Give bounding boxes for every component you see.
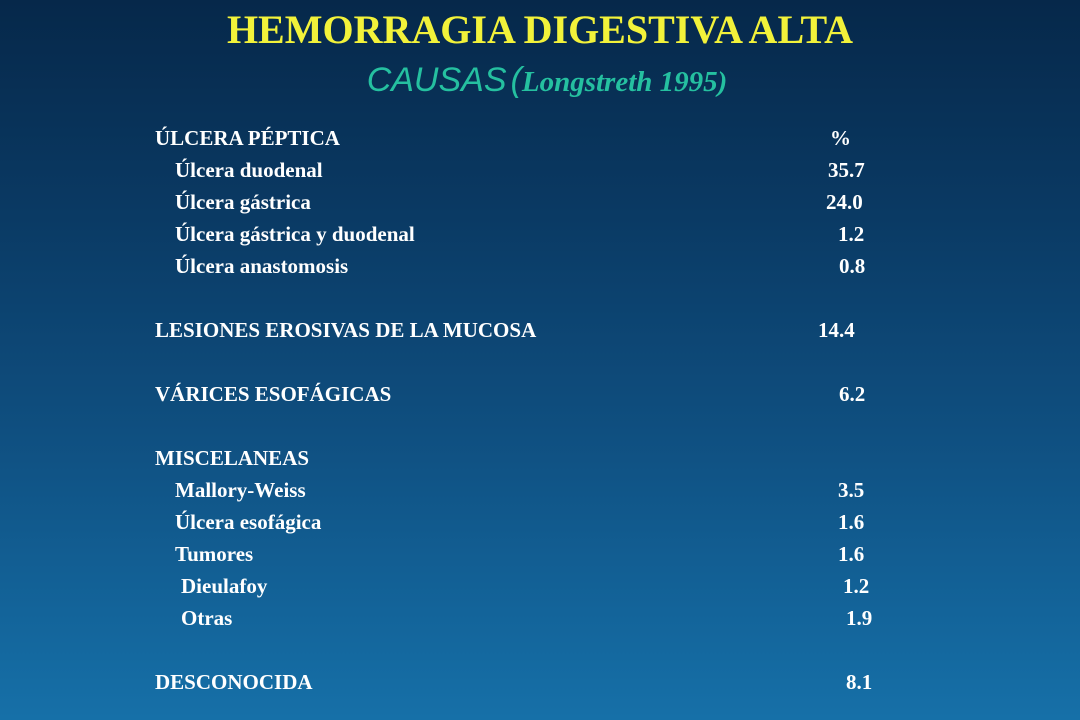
row-label: Úlcera esofágica (175, 510, 322, 534)
section-label-miscelaneas: MISCELANEAS (155, 446, 310, 470)
section-label-lesiones-erosivas: LESIONES EROSIVAS DE LA MUCOSA (155, 318, 537, 342)
row-label: Otras (181, 606, 233, 630)
slide-title: HEMORRAGIA DIGESTIVA ALTA (226, 7, 854, 52)
row-value: 3.5 (838, 478, 865, 502)
subtitle-author: Longstreth 1995) (521, 66, 728, 98)
row-value: 14.4 (818, 318, 855, 342)
section-label-desconocida: DESCONOCIDA (155, 670, 313, 694)
row-label: Úlcera anastomosis (175, 254, 349, 278)
table-row (0, 314, 1080, 346)
table-row (0, 442, 1080, 474)
percent-column-header: % (830, 126, 851, 150)
row-value: 1.9 (846, 606, 873, 630)
table-header-row (0, 122, 1080, 154)
row-label: Úlcera gástrica y duodenal (175, 222, 415, 246)
row-label: Dieulafoy (181, 574, 268, 598)
subtitle-open-paren: ( (510, 61, 522, 99)
row-label: Mallory-Weiss (175, 478, 306, 502)
subtitle-causas: CAUSAS (366, 61, 507, 99)
row-value: 0.8 (839, 254, 866, 278)
table-row (0, 154, 1080, 186)
table-row (0, 666, 1080, 698)
table-row (0, 378, 1080, 410)
table-row (0, 506, 1080, 538)
row-label: Úlcera gástrica (175, 190, 311, 214)
row-value: 24.0 (826, 190, 863, 214)
table-row (0, 250, 1080, 282)
table-row (0, 602, 1080, 634)
table-row (0, 186, 1080, 218)
section-label-ulcera-peptica: ÚLCERA PÉPTICA (155, 126, 340, 150)
row-value: 1.6 (838, 510, 865, 534)
row-value: 8.1 (846, 670, 873, 694)
row-value: 1.6 (838, 542, 865, 566)
row-value: 6.2 (839, 382, 866, 406)
table-row (0, 474, 1080, 506)
slide-subtitle (0, 56, 1080, 111)
table-row (0, 570, 1080, 602)
table-row (0, 218, 1080, 250)
row-value: 35.7 (828, 158, 865, 182)
row-label: Úlcera duodenal (175, 158, 323, 182)
row-value: 1.2 (843, 574, 870, 598)
table-row (0, 538, 1080, 570)
row-label: Tumores (175, 542, 254, 566)
section-label-varices: VÁRICES ESOFÁGICAS (155, 382, 392, 406)
row-value: 1.2 (838, 222, 865, 246)
